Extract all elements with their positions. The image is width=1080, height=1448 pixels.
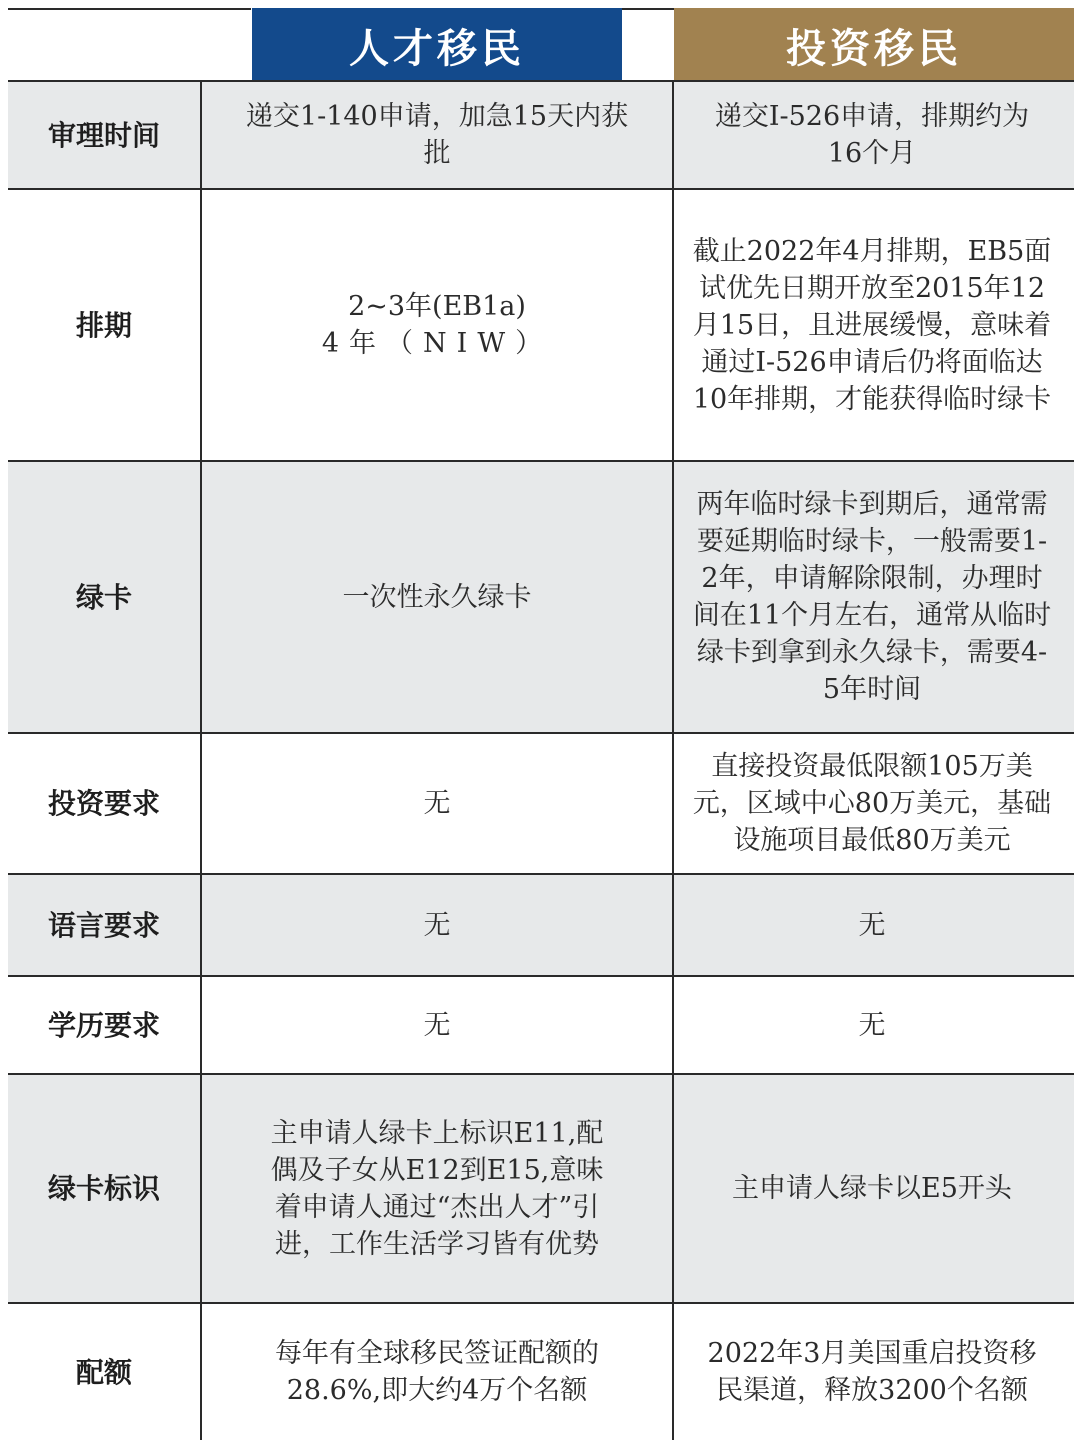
table-row-green-card [8,462,1074,734]
talent-cell: 递交1-140申请，加急15天内获批 [202,82,674,188]
header-talent-immigration: 人才移民 [252,8,622,82]
row-label: 排期 [8,190,202,460]
talent-cell: 每年有全球移民签证配额的28.6%,即大约4万个名额 [202,1304,674,1440]
talent-cell: 无 [202,875,674,975]
talent-schedule-niw: 4年（NIW） [321,328,553,359]
row-label: 投资要求 [8,734,202,873]
invest-cell: 两年临时绿卡到期后，通常需要延期临时绿卡，一般需要1-2年，申请解除限制，办理时间在11个月左右，通常从临时绿卡到拿到永久绿卡，需要4-5年时间 [692,489,1052,705]
invest-cell: 主申请人绿卡以E5开头 [732,1173,1012,1204]
invest-cell: 直接投资最低限额105万美元，区域中心80万美元，基础设施项目最低80万美元 [692,751,1052,856]
talent-cell [202,190,674,460]
talent-cell: 一次性永久绿卡 [202,462,674,732]
invest-cell: 截止2022年4月排期，EB5面试优先日期开放至2015年12月15日，且进展缓慢，意味着通过I-526申请后仍将面临达10年排期，才能获得临时绿卡 [692,235,1052,415]
table-row-education-requirement [8,977,1074,1075]
table-row-quota [8,1304,1074,1440]
row-label: 配额 [8,1304,202,1440]
table-row-language-requirement [8,875,1074,977]
talent-cell: 主申请人绿卡上标识E11,配偶及子女从E12到E15,意味着申请人通过“杰出人才”引进，工作生活学习皆有优势 [202,1075,674,1302]
row-label: 语言要求 [8,875,202,975]
row-label: 审理时间 [8,82,202,188]
row-label: 绿卡标识 [8,1075,202,1302]
talent-cell: 无 [202,977,674,1073]
talent-schedule-eb1a: 2~3年(EB1a) [348,291,526,322]
invest-cell: 递交I-526申请，排期约为16个月 [714,101,1030,169]
header-investment-immigration: 投资移民 [674,8,1074,82]
invest-cell: 无 [858,1009,886,1041]
header-gap-cell [622,8,674,80]
talent-cell: 无 [202,734,674,873]
invest-cell: 2022年3月美国重启投资移民渠道，释放3200个名额 [707,1338,1037,1406]
table-row-investment-requirement [8,734,1074,875]
table-row-review-time [8,82,1074,190]
row-label: 绿卡 [8,462,202,732]
header-blank-cell [8,8,251,80]
table-row-schedule [8,190,1074,462]
table-row-green-card-marking [8,1075,1074,1304]
row-label: 学历要求 [8,977,202,1073]
invest-cell: 无 [858,909,886,941]
